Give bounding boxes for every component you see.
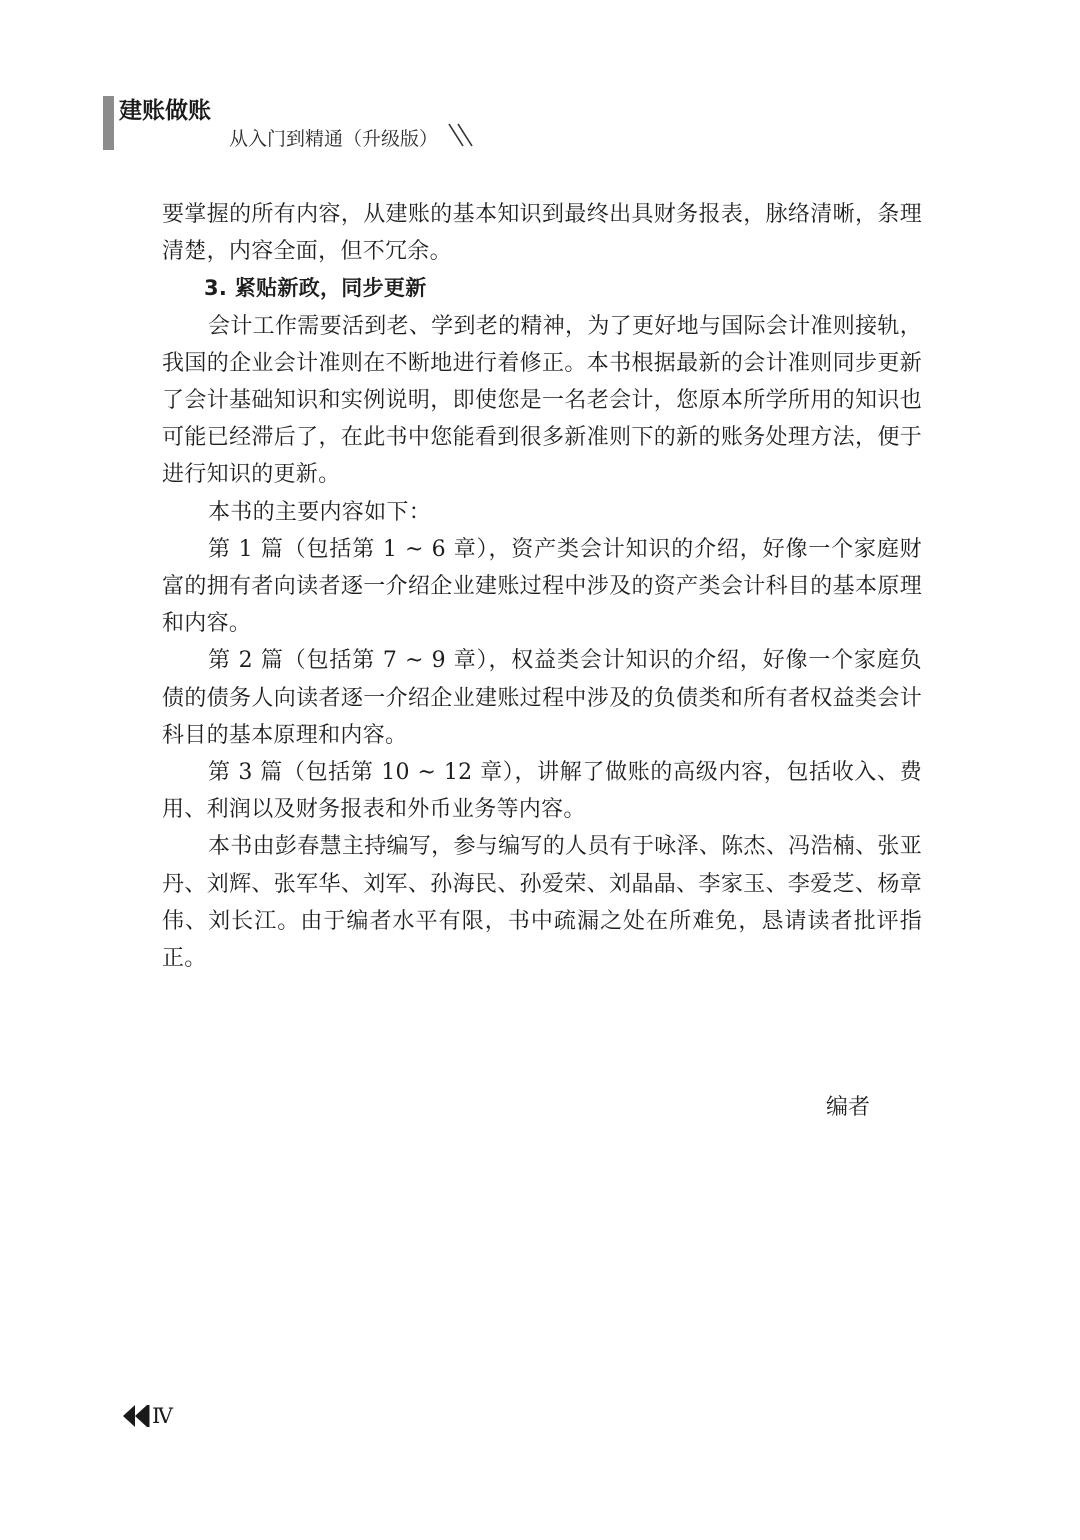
paragraph: 本书的主要内容如下： [208, 499, 432, 525]
book-subtitle: 从入门到精通（升级版） [229, 128, 439, 150]
paragraph-continued: 要掌握的所有内容，从建账的基本知识到最终出具财务报表，脉络清晰，条理清楚，内容全面，但不冗余。 [162, 202, 922, 265]
paragraph: 第 2 篇（包括第 7 ~ 9 章），权益类会计知识的介绍，好像一个家庭负债的债务人向读者逐一介绍企业建账过程中涉及的负债类和所有者权益类会计科目的基本原理和内容。 [162, 648, 922, 748]
double-backslash-ornament-icon [447, 122, 477, 148]
paragraph: 本书由彭春慧主持编写，参与编写的人员有于咏泽、陈杰、冯浩楠、张亚丹、刘辉、张军华、刘军、孙海民、孙爱荣、刘晶晶、李家玉、李爱芝、杨章伟、刘长江。由于编者水平有限，书中疏漏之处在所难免，恳请读者批评指正。 [162, 834, 922, 972]
book-title: 建账做账 [119, 98, 211, 124]
paragraph: 第 1 篇（包括第 1 ~ 6 章），资产类会计知识的介绍，好像一个家庭财富的拥有者向读者逐一介绍企业建账过程中涉及的资产类会计科目的基本原理和内容。 [162, 536, 922, 637]
body-text [162, 196, 922, 977]
running-header [103, 96, 503, 156]
page-number: Ⅳ [152, 1404, 173, 1428]
header-accent-bar [103, 96, 114, 150]
page-folio [122, 1402, 202, 1430]
paragraph: 会计工作需要活到老、学到老的精神，为了更好地与国际会计准则接轨，我国的企业会计准则在不断地进行着修正。本书根据最新的会计准则同步更新了会计基础知识和实例说明，即使您是一名老会计，您原本所学所用的知识也可能已经滞后了，在此书中您能看到很多新准则下的新的账务处理方法，便于进行知识的更新。 [162, 313, 922, 488]
paragraph: 第 3 篇（包括第 10 ~ 12 章），讲解了做账的高级内容，包括收入、费用、利润以及财务报表和外币业务等内容。 [162, 760, 922, 823]
double-left-arrow-icon [122, 1404, 150, 1428]
signature: 编者 [826, 1095, 871, 1120]
section-heading: 3. 紧贴新政，同步更新 [204, 276, 427, 301]
